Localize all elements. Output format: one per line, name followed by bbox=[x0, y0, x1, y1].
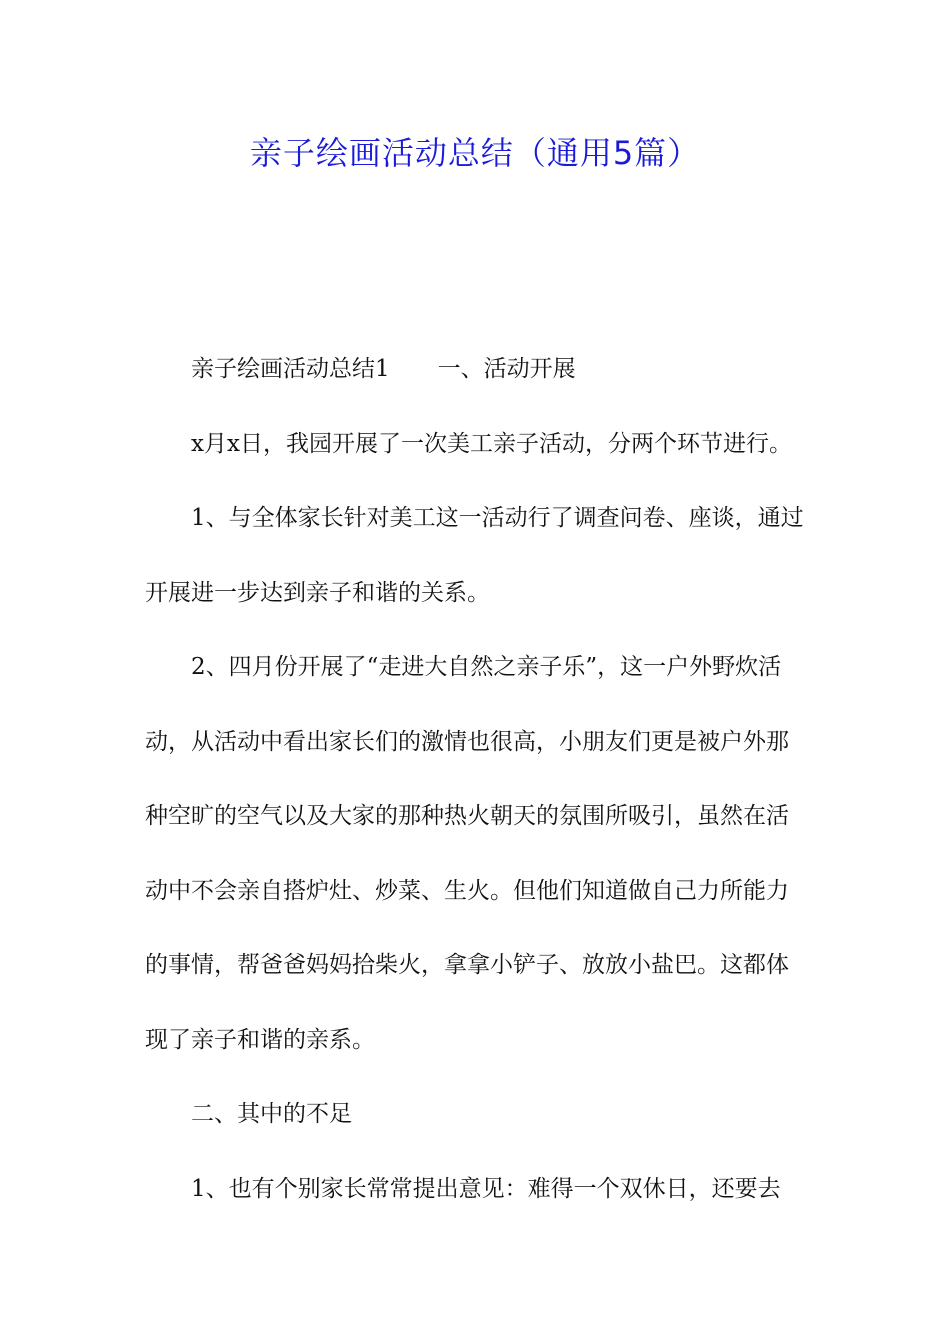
article-heading: 亲子绘画活动总结1 bbox=[191, 356, 390, 382]
section-heading-line bbox=[145, 332, 810, 407]
paragraph: x月x日，我园开展了一次美工亲子活动，分两个环节进行。 bbox=[191, 430, 792, 457]
paragraph: 2、四月份开展了“走进大自然之亲子乐”，这一户外野炊活动，从活动中看出家长们的激情也很高，小朋友们更是被户外那种空旷的空气以及大家的那种热火朝天的氛围所吸引，虽然在活动中不会亲自搭炉灶、炒菜、生火。但他们知道做自己力所能力的事情，帮爸爸妈妈拾柴火，拿拿小铲子、放放小盐巴。这都体现了亲子和谐的亲系。 bbox=[145, 654, 789, 1053]
section-heading: 二、其中的不足 bbox=[191, 1101, 352, 1127]
section-heading: 一、活动开展 bbox=[437, 356, 576, 382]
paragraph: 1、也有个别家长常常提出意见：难得一个双休日，还要去 bbox=[191, 1175, 781, 1202]
document-title: 亲子绘画活动总结（通用5篇） bbox=[249, 134, 701, 172]
paragraph: 1、与全体家长针对美工这一活动行了调查问卷、座谈，通过开展进一步达到亲子和谐的关系。 bbox=[145, 505, 804, 606]
document-body bbox=[145, 332, 810, 1226]
